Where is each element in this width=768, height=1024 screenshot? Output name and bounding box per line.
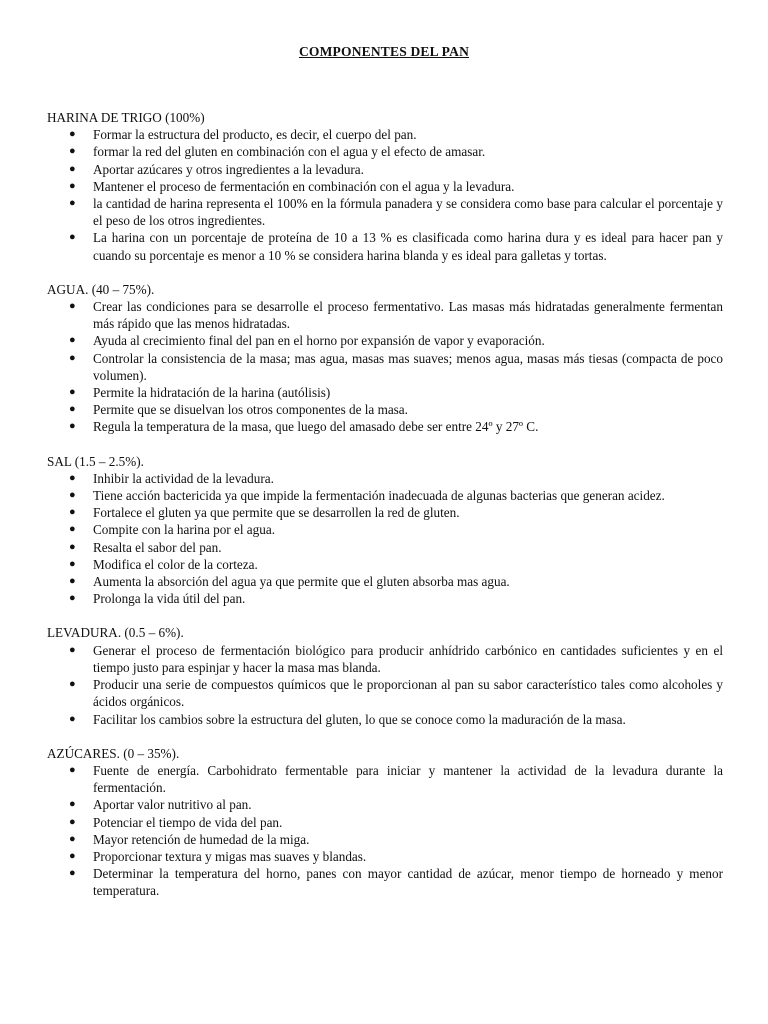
bullet-icon: ● — [69, 506, 76, 519]
list-item-text: Mayor retención de humedad de la miga. — [93, 831, 310, 847]
bullet-icon: ● — [69, 575, 76, 588]
document-title: COMPONENTES DEL PAN — [298, 44, 470, 59]
bullet-icon: ● — [69, 351, 76, 364]
list-item-text: Aportar azúcares y otros ingredientes a la levadura. — [93, 161, 364, 177]
bullet-icon: ● — [69, 231, 76, 244]
bullet-icon: ● — [69, 489, 76, 502]
list-item — [47, 229, 723, 263]
list-item — [47, 178, 723, 195]
list-item — [47, 573, 723, 590]
list-item-text: Crear las condiciones para se desarrolle el proceso fermentativo. Las masas más hidratadas generalmente fermentan más rápido que las menos hidratadas. — [93, 299, 723, 332]
section — [47, 745, 723, 900]
bullet-icon: ● — [69, 867, 76, 880]
bullet-list — [47, 470, 723, 608]
bullet-list — [47, 642, 723, 728]
list-item — [47, 401, 723, 418]
bullet-icon: ● — [69, 420, 76, 433]
section — [47, 281, 723, 436]
bullet-icon: ● — [69, 849, 76, 862]
bullet-icon: ● — [69, 712, 76, 725]
bullet-icon: ● — [69, 179, 76, 192]
list-item-text: Potenciar el tiempo de vida del pan. — [93, 814, 283, 830]
section — [47, 453, 723, 608]
list-item — [47, 831, 723, 848]
list-item-text: Facilitar los cambios sobre la estructura del gluten, lo que se conoce como la maduración de la masa. — [93, 711, 626, 727]
list-item-text: Controlar la consistencia de la masa; mas agua, masas mas suaves; menos agua, masas más tiesas (compacta de poco volumen). — [93, 350, 723, 383]
list-item — [47, 126, 723, 143]
list-item — [47, 865, 723, 899]
list-item — [47, 487, 723, 504]
list-item — [47, 590, 723, 607]
list-item — [47, 539, 723, 556]
list-item-text: Determinar la temperatura del horno, panes con mayor cantidad de azúcar, menor tiempo de horneado y menor temperatura. — [93, 866, 723, 899]
list-item-text: la cantidad de harina representa el 100% en la fórmula panadera y se considera como base para calcular el porcentaje y el peso de los otros ingredientes. — [93, 196, 723, 229]
bullet-icon: ● — [69, 162, 76, 175]
list-item — [47, 521, 723, 538]
bullet-icon: ● — [69, 523, 76, 536]
list-item-text: Generar el proceso de fermentación biológico para producir anhídrido carbónico en cantidades suficientes y en el tiempo justo para espinjar y hacer la masa mas blanda. — [93, 642, 723, 675]
list-item-text: Fuente de energía. Carbohidrato fermentable para iniciar y mantener la actividad de la levadura durante la fermentación. — [93, 762, 723, 796]
bullet-list — [47, 762, 723, 900]
document-body — [47, 109, 723, 917]
bullet-icon: ● — [69, 540, 76, 553]
bullet-icon: ● — [69, 145, 76, 158]
bullet-list — [47, 298, 723, 436]
list-item-text: La harina con un porcentaje de proteína de 10 a 13 % es clasificada como harina dura y es ideal para hacer pan y cuando su porcentaje es menor a 10 % se considera harina blanda y es ideal para galletas y tortas. — [93, 230, 723, 263]
list-item-text: Aumenta la absorción del agua ya que permite que el gluten absorba mas agua. — [93, 574, 510, 590]
list-item — [47, 814, 723, 831]
list-item-text: Compite con la harina por el agua. — [93, 522, 275, 538]
list-item-text: Fortalece el gluten ya que permite que se desarrollen la red de gluten. — [93, 505, 460, 521]
section — [47, 109, 723, 264]
list-item — [47, 848, 723, 865]
list-item — [47, 676, 723, 710]
bullet-icon: ● — [69, 471, 76, 484]
list-item-text: Permite que se disuelvan los otros componentes de la masa. — [93, 402, 408, 418]
bullet-icon: ● — [69, 832, 76, 845]
list-item — [47, 418, 723, 435]
list-item-text: Resalta el sabor del pan. — [93, 539, 222, 555]
list-item — [47, 556, 723, 573]
bullet-icon: ● — [69, 300, 76, 313]
bullet-list — [47, 126, 723, 264]
section-heading: LEVADURA. (0.5 – 6%). — [47, 625, 184, 641]
list-item — [47, 711, 723, 728]
list-item — [47, 332, 723, 349]
section-heading: AZÚCARES. (0 – 35%). — [47, 745, 180, 761]
list-item — [47, 143, 723, 160]
bullet-icon: ● — [69, 197, 76, 210]
list-item — [47, 350, 723, 384]
bullet-icon: ● — [69, 643, 76, 656]
list-item-text: Proporcionar textura y migas mas suaves y blandas. — [93, 848, 367, 864]
list-item — [47, 470, 723, 487]
list-item-text: Mantener el proceso de fermentación en combinación con el agua y la levadura. — [93, 178, 515, 194]
list-item — [47, 384, 723, 401]
list-item-text: Producir una serie de compuestos químicos que le proporcionan al pan su sabor característico tales como alcoholes y ácidos orgánicos. — [93, 677, 723, 710]
section-heading: HARINA DE TRIGO (100%) — [47, 110, 205, 125]
bullet-icon: ● — [69, 128, 76, 141]
list-item-text: Aportar valor nutritivo al pan. — [93, 797, 252, 813]
list-item-text: Modifica el color de la corteza. — [93, 556, 258, 572]
bullet-icon: ● — [69, 557, 76, 570]
list-item-text: Regula la temperatura de la masa, que luego del amasado debe ser entre 24º y 27º C. — [93, 419, 539, 435]
bullet-icon: ● — [69, 798, 76, 811]
section-heading: AGUA. (40 – 75%). — [47, 281, 155, 297]
list-item — [47, 195, 723, 229]
list-item — [47, 161, 723, 178]
list-item — [47, 796, 723, 813]
list-item-text: Permite la hidratación de la harina (autólisis) — [93, 385, 331, 401]
list-item-text: Tiene acción bactericida ya que impide la fermentación inadecuada de algunas bacterias que generan acidez. — [93, 488, 665, 504]
list-item — [47, 298, 723, 332]
bullet-icon: ● — [69, 815, 76, 828]
bullet-icon: ● — [69, 592, 76, 605]
list-item — [47, 504, 723, 521]
list-item-text: Prolonga la vida útil del pan. — [93, 591, 246, 607]
list-item-text: Formar la estructura del producto, es decir, el cuerpo del pan. — [93, 127, 417, 143]
list-item-text: Inhibir la actividad de la levadura. — [93, 470, 274, 486]
bullet-icon: ● — [69, 403, 76, 416]
bullet-icon: ● — [69, 678, 76, 691]
section-heading: SAL (1.5 – 2.5%). — [47, 453, 144, 469]
bullet-icon: ● — [69, 386, 76, 399]
list-item — [47, 642, 723, 676]
list-item-text: Ayuda al crecimiento final del pan en el horno por expansión de vapor y evaporación. — [93, 333, 545, 349]
list-item — [47, 762, 723, 796]
list-item-text: formar la red del gluten en combinación con el agua y el efecto de amasar. — [93, 144, 486, 160]
bullet-icon: ● — [69, 334, 76, 347]
bullet-icon: ● — [69, 763, 76, 776]
section — [47, 624, 723, 727]
